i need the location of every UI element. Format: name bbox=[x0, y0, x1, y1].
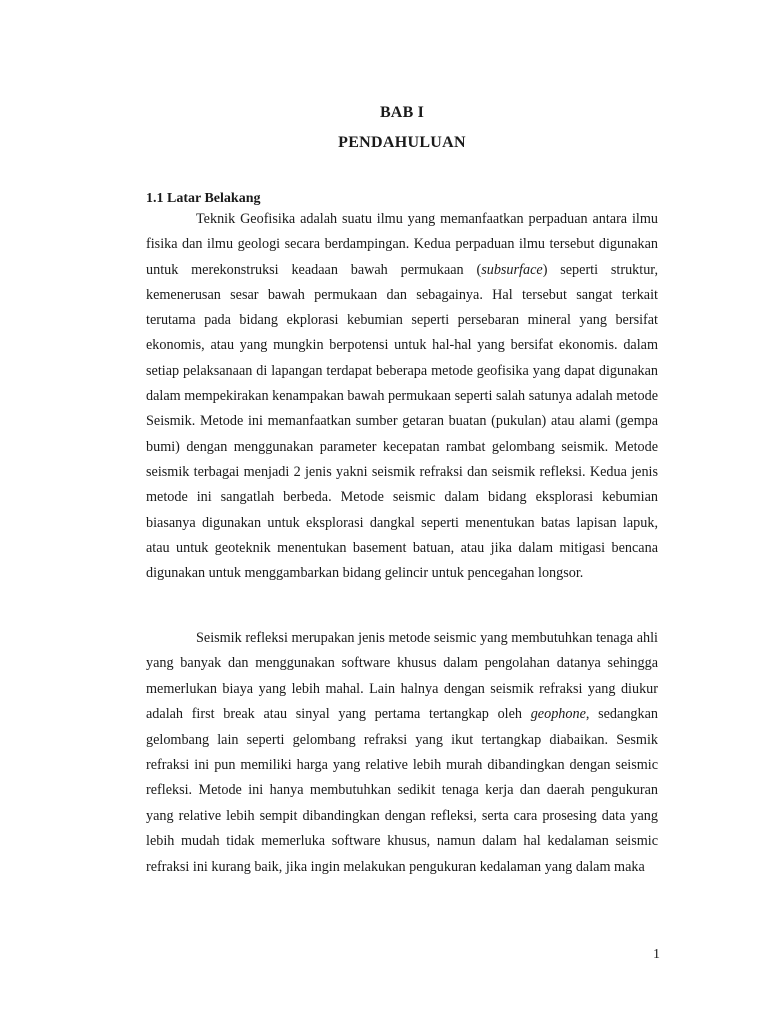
paragraph-1-part-a: Teknik Geofisika adalah suatu ilmu yang memanfaatkan perpaduan antara ilmu fisika dan ilmu geologi secara berdampingan. Kedua perpaduan ilmu tersebut digunakan untuk merekonstruksi keadaan bawah permukaan ( bbox=[146, 211, 658, 278]
page-number: 1 bbox=[653, 947, 660, 962]
paragraph-1-part-b: ) seperti struktur, kemenerusan sesar bawah permukaan dan sebagainya. Hal tersebut sangat terkait terutama pada bidang ekplorasi kebumian seperti persebaran mineral yang bersifat ekonomis, atau yang mungkin berpotensi untuk hal-hal yang bersifat ekonomis. dalam setiap pelaksanaan di lapangan terdapat beberapa metode geofisika yang dapat digunakan dalam mempekirakan kenampakan bawah permukaan seperti salah satunya adalah metode Seismik. Metode ini memanfaatkan sumber getaran buatan (pukulan) atau alami (gempa bumi) dengan menggunakan parameter kecepatan rambat gelombang seismik. Metode seismik terbagai menjadi 2 jenis yakni seismik refraksi dan seismik refleksi. Kedua jenis metode ini sangatlah berbeda. Metode seismic dalam bidang eksplorasi kebumian biasanya digunakan untuk eksplorasi dangkal seperti menentukan batas lapisan lapuk, atau untuk geoteknik menentukan basement batuan, atau jika dalam mitigasi bencana digunakan untuk menggambarkan bidang gelincir untuk pencegahan longsor. bbox=[146, 261, 659, 582]
paragraph-2-part-b: , sedangkan gelombang lain seperti gelombang refraksi yang ikut tertangkap diabaikan. Sesmik refraksi ini pun memiliki harga yang relative lebih murah dibandingkan dengan seismic refleksi. Metode ini hanya membutuhkan sedikit tenaga kerja dan daerah pengukuran yang relative lebih sempit dibandingkan dengan refleksi, serta cara prosesing data yang lebih mudah tidak memerluka software khusus, namun dalam hal kedalaman seismic refraksi ini kurang baik, jika ingin melakukan pengukuran kedalaman yang dalam maka bbox=[146, 706, 658, 875]
paragraph-1-text bbox=[146, 207, 658, 586]
italic-term-subsurface: subsurface bbox=[481, 261, 543, 278]
chapter-title: PENDAHULUAN bbox=[338, 134, 466, 151]
italic-term-geophone: geophone bbox=[530, 706, 586, 723]
paragraph-2-part-a: Seismik refleksi merupakan jenis metode seismic yang membutuhkan tenaga ahli yang banyak dan menggunakan software khusus dalam pengolahan datanya sehingga memerlukan biaya yang lebih mahal. Lain halnya dengan seismik refraksi yang diukur adalah first break atau sinyal yang pertama tertangkap oleh bbox=[146, 630, 658, 723]
chapter-number: BAB I bbox=[379, 104, 425, 121]
paragraph-1 bbox=[146, 207, 658, 586]
paragraph-2 bbox=[146, 626, 658, 880]
paragraph-2-text bbox=[146, 626, 658, 880]
section-heading: 1.1 Latar Belakang bbox=[146, 191, 261, 206]
